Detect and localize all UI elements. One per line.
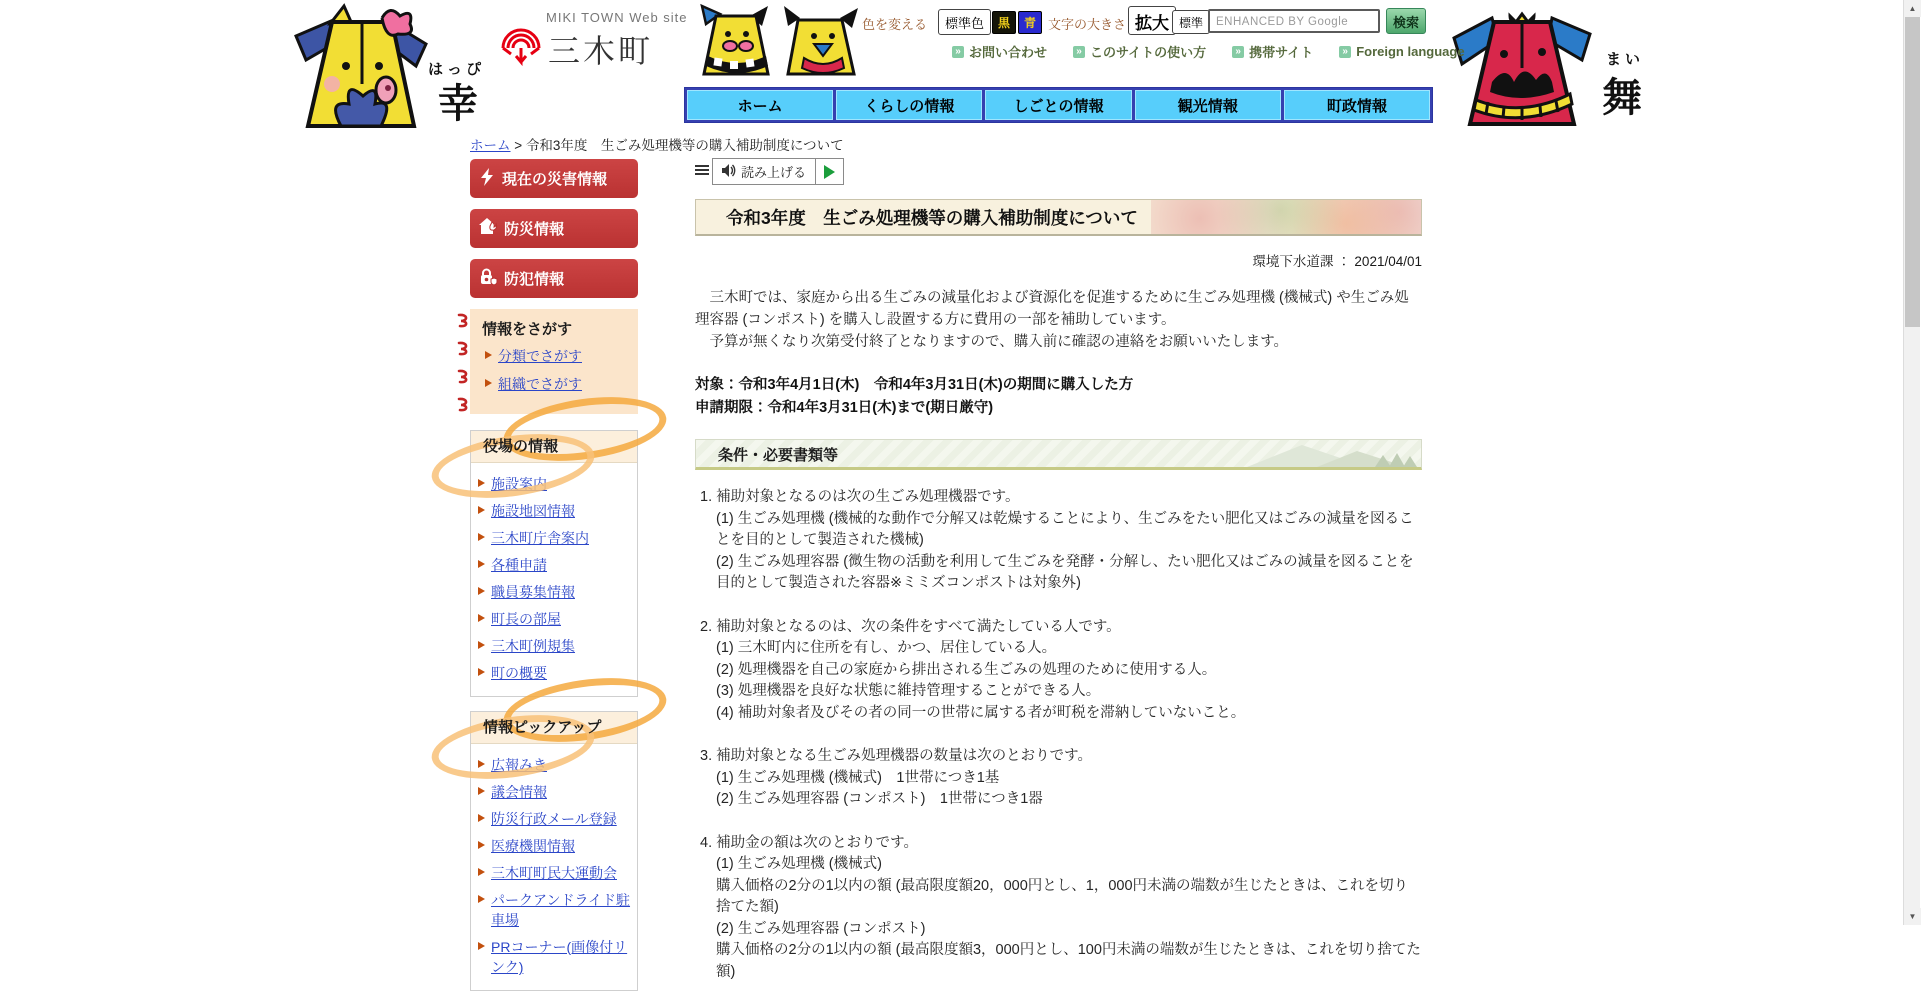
breadcrumb-separator: >: [514, 138, 526, 153]
triangle-bullet-icon: [485, 379, 492, 387]
department-date: 環境下水道課 ： 2021/04/01: [1252, 254, 1422, 269]
foreign-language-link[interactable]: » Foreign language: [1339, 42, 1464, 61]
vertical-scrollbar[interactable]: [1903, 0, 1920, 925]
sidebar-item-park-and-ride[interactable]: パークアンドライド駐車場: [475, 890, 633, 930]
mobile-site-link[interactable]: » 携帯サイト: [1232, 42, 1313, 61]
color-blue-button[interactable]: 青: [1018, 11, 1042, 34]
color-black-button[interactable]: 黒: [992, 11, 1016, 34]
sidebar-disaster-now-button[interactable]: 現在の災害情報: [470, 159, 638, 198]
global-nav: [684, 87, 1433, 123]
sidebar-search-title: 情報をさがす: [482, 321, 573, 338]
triangle-bullet-icon: [478, 614, 485, 622]
list-item-1: 1. 補助対象となるのは次の生ごみ処理機器です。 (1) 生ごみ処理機 (機械的な動作で分解又は乾燥することにより、生ごみをたい肥化又はごみの減量を図ることを目的として製造された機械) (2) 生ごみ処理容器 (微生物の活動を利用して生ごみを発酵・分解し、たい肥化又はごみの減量を図ることを目的として製造された容器※ミミズコンポストは対象外): [700, 489, 1414, 591]
text-size-label: 文字の大きさ: [1048, 17, 1127, 32]
mascot-pair-center: [692, 4, 872, 78]
sidebar-item-medical-info[interactable]: 医療機関情報: [475, 836, 633, 856]
sidebar: [470, 159, 638, 1005]
arrow-square-icon: »: [1339, 46, 1351, 58]
conditions-list: [695, 487, 1422, 983]
triangle-bullet-icon: [478, 895, 485, 903]
color-standard-button[interactable]: 標準色: [938, 9, 991, 35]
speaker-icon: [722, 164, 736, 180]
sidebar-item-regulations[interactable]: 三木町例規集: [475, 636, 633, 656]
arrow-square-icon: »: [1232, 46, 1244, 58]
target-line: 対象：令和3年4月1日(木) 令和4年3月31日(木)の期間に購入した方: [695, 377, 1134, 393]
lightning-icon: [479, 168, 495, 190]
triangle-bullet-icon: [478, 587, 485, 595]
sidebar-item-facility-map[interactable]: 施設地図情報: [475, 501, 633, 521]
main-content: [695, 158, 1422, 1005]
section-header-conditions: 条件・必要書類等: [695, 439, 1422, 470]
scrollbar-thumb[interactable]: [1905, 17, 1920, 327]
list-item-3: 3. 補助対象となる生ごみ処理機器の数量は次のとおりです。 (1) 生ごみ処理機 (機械式) 1世帯につき1基 (2) 生ごみ処理容器 (コンポスト) 1世帯につき1器: [700, 748, 1092, 807]
scroll-up-arrow[interactable]: ▲: [1904, 0, 1921, 17]
triangle-bullet-icon: [478, 814, 485, 822]
play-button[interactable]: [816, 159, 843, 184]
triangle-bullet-icon: [478, 533, 485, 541]
arrow-square-icon: »: [1073, 46, 1085, 58]
town-emblem-icon: [498, 22, 544, 73]
office-section-title: 役場の情報: [483, 438, 559, 455]
sidebar-item-town-overview[interactable]: 町の概要: [475, 663, 633, 683]
triangle-bullet-icon: [478, 841, 485, 849]
site-search-button[interactable]: 検索: [1386, 8, 1426, 34]
text-size-standard-button[interactable]: 標準: [1172, 10, 1210, 34]
target-and-deadline: [695, 374, 1422, 420]
house-fire-icon: [479, 218, 497, 239]
triangle-bullet-icon: [478, 868, 485, 876]
mascot-left-caption: はっぴ: [428, 61, 486, 78]
triangle-bullet-icon: [478, 560, 485, 568]
mountain-decoration-icon: [1247, 439, 1417, 467]
contact-link[interactable]: » お問い合わせ: [952, 42, 1047, 61]
mascot-left-kanji: 幸: [438, 82, 478, 126]
how-to-use-link[interactable]: » このサイトの使い方: [1073, 42, 1206, 61]
sidebar-item-recruitment[interactable]: 職員募集情報: [475, 582, 633, 602]
text-size-large-button[interactable]: 拡大: [1128, 6, 1176, 35]
nav-tourism-info[interactable]: 観光情報: [1135, 90, 1281, 120]
breadcrumb-home-link[interactable]: ホーム: [470, 138, 511, 153]
nav-work-info[interactable]: しごとの情報: [985, 90, 1131, 120]
scroll-down-arrow[interactable]: ▼: [1904, 908, 1921, 925]
sidebar-item-mayor-room[interactable]: 町長の部屋: [475, 609, 633, 629]
nav-living-info[interactable]: くらしの情報: [836, 90, 982, 120]
sidebar-item-pr-corner[interactable]: PRコーナー(画像付リンク): [475, 937, 633, 977]
header-quick-links: [952, 42, 1465, 61]
tts-menu-icon[interactable]: [695, 165, 709, 179]
mascot-right-kanji: 舞: [1602, 76, 1642, 120]
mascot-happi-left: [286, 4, 436, 132]
read-aloud-button[interactable]: 読み上げる: [713, 159, 816, 184]
triangle-bullet-icon: [478, 787, 485, 795]
arrow-square-icon: »: [952, 46, 964, 58]
triangle-bullet-icon: [478, 942, 485, 950]
site-label: MIKI TOWN Web site: [546, 10, 688, 25]
triangle-bullet-icon: [478, 641, 485, 649]
nav-home[interactable]: ホーム: [687, 90, 833, 120]
sidebar-item-applications[interactable]: 各種申請: [475, 555, 633, 575]
sidebar-pickup-section: [470, 711, 638, 991]
sidebar-item-search-by-category[interactable]: 分類でさがす: [482, 346, 632, 366]
decorative-curls: [457, 313, 469, 412]
site-name: 三木町: [548, 33, 654, 69]
breadcrumb-current: 令和3年度 生ごみ処理機等の購入補助制度について: [525, 138, 844, 153]
sidebar-item-council-info[interactable]: 議会情報: [475, 782, 633, 802]
tts-toolbar: [695, 158, 1422, 185]
padlock-shield-icon: [479, 268, 497, 290]
sidebar-item-sports-festival[interactable]: 三木町町民大運動会: [475, 863, 633, 883]
sidebar-office-section: [470, 430, 638, 697]
play-icon: [824, 165, 835, 179]
mascot-mai-right: [1448, 2, 1596, 128]
pickup-section-title: 情報ピックアップ: [483, 719, 602, 736]
triangle-bullet-icon: [478, 668, 485, 676]
intro-paragraphs: [695, 287, 1422, 353]
sidebar-item-search-by-org[interactable]: 組織でさがす: [482, 374, 632, 394]
nav-government-info[interactable]: 町政情報: [1284, 90, 1430, 120]
mascot-right-caption: まい: [1606, 51, 1645, 68]
page-title: 令和3年度 生ごみ処理機等の購入補助制度について: [695, 199, 1422, 236]
deadline-line: 申請期限：令和4年3月31日(木)まで(期日厳守): [695, 400, 994, 416]
sidebar-disaster-prevention-button[interactable]: 防災情報: [470, 209, 638, 248]
paragraph: 予算が無くなり次第受付終了となりますので、購入前に確認の連絡をお願いいたします。: [695, 334, 1289, 350]
site-search-input[interactable]: [1208, 9, 1380, 33]
list-item-2: 2. 補助対象となるのは、次の条件をすべて満たしている人です。 (1) 三木町内に住所を有し、かつ、居住している人。 (2) 処理機器を自己の家庭から排出される生ごみの処理のために使用する人。 (3) 処理機器を良好な状態に維持管理することができる人。 (4) 補助対象者及びその者の同一の世帯に属する者が町税を滞納していないこと。: [700, 618, 1246, 721]
triangle-bullet-icon: [485, 351, 492, 359]
breadcrumb: [470, 134, 844, 154]
sidebar-item-townhall-guide[interactable]: 三木町庁舎案内: [475, 528, 633, 548]
list-item-4: 4. 補助金の額は次のとおりです。 (1) 生ごみ処理機 (機械式) 購入価格の2分の1以内の額 (最高限度額20，000円とし、1，000円未満の端数が生じたときは、これを切り捨てた額) (2) 生ごみ処理容器 (コンポスト) 購入価格の2分の1以内の額 (最高限度額3，000円とし、100円未満の端数が生じたときは、これを切り捨てた額): [700, 834, 1421, 980]
triangle-bullet-icon: [478, 506, 485, 514]
sidebar-crime-prevention-button[interactable]: 防犯情報: [470, 259, 638, 298]
paragraph: 三木町では、家庭から出る生ごみの減量化および資源化を促進するために生ごみ処理機 (機械式) や生ごみ処理容器 (コンポスト) を購入し設置する方に費用の一部を補助しています。: [695, 290, 1409, 328]
sidebar-item-disaster-mail[interactable]: 防災行政メール登録: [475, 809, 633, 829]
color-change-label: 色を変える: [862, 17, 928, 32]
